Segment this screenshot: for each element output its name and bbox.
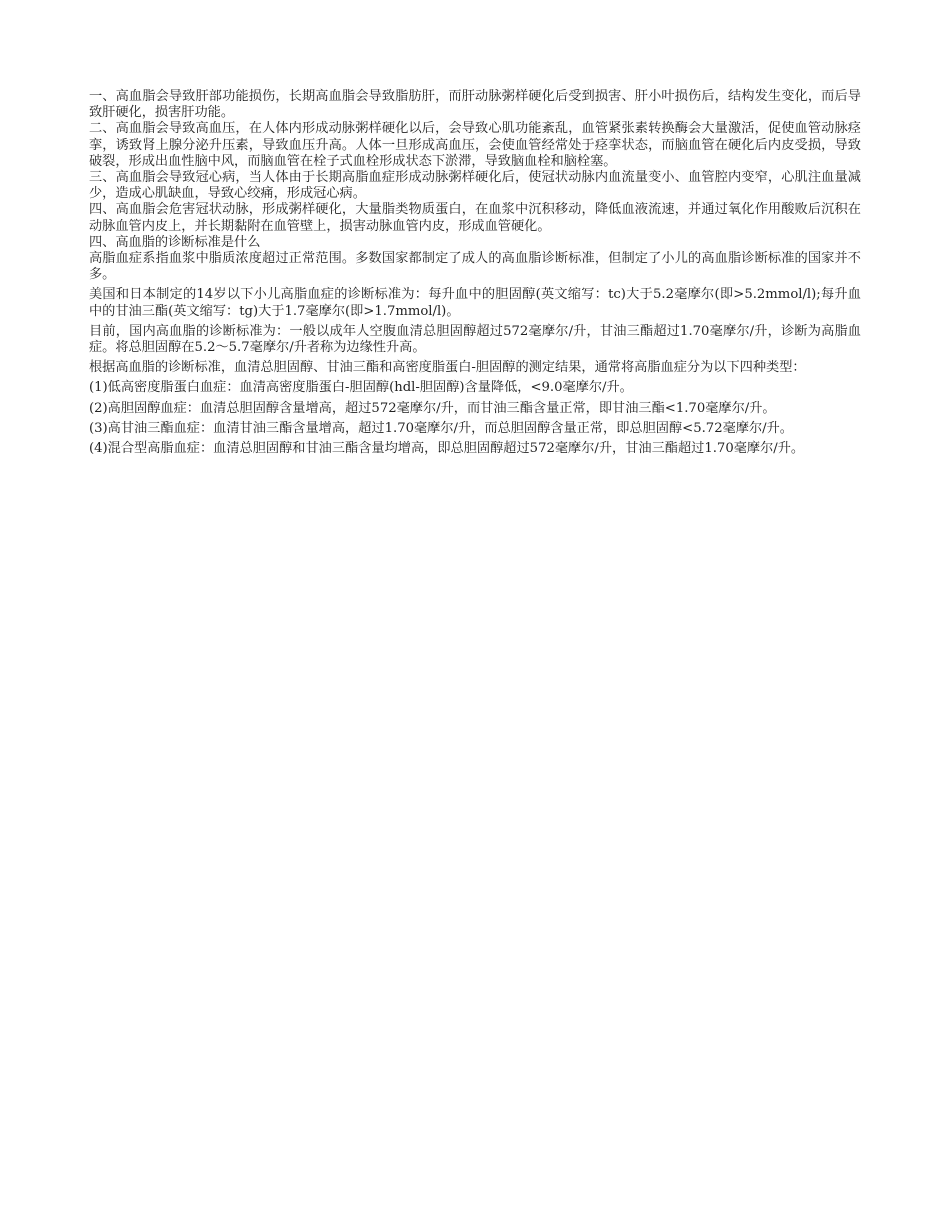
section-heading-diagnosis: 四、高血脂的诊断标准是什么 [89,234,261,250]
list-item-type-1: (1)低高密度脂蛋白血症：血清高密度脂蛋白-胆固醇(hdl-胆固醇)含量降低，<9.0毫摩尔/升。 [89,380,633,396]
paragraph-classification-intro: 根据高血脂的诊断标准，血清总胆固醇、甘油三酯和高密度脂蛋白-胆固醇的测定结果，通常将高脂血症分为以下四种类型： [89,360,806,376]
list-item-type-2: (2)高胆固醇血症：血清总胆固醇含量增高，超过572毫摩尔/升，而甘油三酯含量正常，即甘油三酯<1.70毫摩尔/升。 [89,400,776,416]
paragraph-hypertension: 二、高血脂会导致高血压，在人体内形成动脉粥样硬化以后，会导致心肌功能紊乱，血管紧张素转换酶会大量激活，促使血管动脉痉挛，诱致肾上腺分泌升压素，导致血压升高。人体一旦形成高血压，会使血管经常处于痉挛状态，而脑血管在硬化后内皮受损，导致破裂，形成出血性脑中风，而脑血管在栓子式血栓形成状态下淤滞，导致脑血栓和脑栓塞。 [89,121,861,169]
paragraph-definition: 高脂血症系指血浆中脂质浓度超过正常范围。多数国家都制定了成人的高血脂诊断标准，但制定了小儿的高血脂诊断标准的国家并不多。 [89,251,861,283]
paragraph-coronary-heart-disease: 三、高血脂会导致冠心病，当人体由于长期高脂血症形成动脉粥样硬化后，使冠状动脉内血流量变小、血管腔内变窄，心肌注血量减少，造成心肌缺血，导致心绞痛，形成冠心病。 [89,170,861,202]
list-item-type-3: (3)高甘油三酯血症：血清甘油三酯含量增高，超过1.70毫摩尔/升，而总胆固醇含量正常，即总胆固醇<5.72毫摩尔/升。 [89,420,793,436]
document-body [89,89,861,457]
paragraph-domestic-standard: 目前，国内高血脂的诊断标准为：一般以成年人空腹血清总胆固醇超过572毫摩尔/升，甘油三酯超过1.70毫摩尔/升，诊断为高脂血症。将总胆固醇在5.2～5.7毫摩尔/升者称为边缘性升高。 [89,323,861,356]
paragraph-liver-damage: 一、高血脂会导致肝部功能损伤，长期高血脂会导致脂肪肝，而肝动脉粥样硬化后受到损害、肝小叶损伤后，结构发生变化，而后导致肝硬化，损害肝功能。 [89,89,861,121]
paragraph-us-japan-standard: 美国和日本制定的14岁以下小儿高脂血症的诊断标准为：每升血中的胆固醇(英文缩写：tc)大于5.2毫摩尔(即>5.2mmol/l);每升血中的甘油三酯(英文缩写：tg)大于1.7毫摩尔(即>1.7mmol/l)。 [89,287,861,319]
list-item-type-4: (4)混合型高脂血症：血清总胆固醇和甘油三酯含量均增高，即总胆固醇超过572毫摩尔/升，甘油三酯超过1.70毫摩尔/升。 [89,441,805,457]
paragraph-coronary-artery: 四、高血脂会危害冠状动脉，形成粥样硬化，大量脂类物质蛋白，在血浆中沉积移动，降低血液流速，并通过氧化作用酸败后沉积在动脉血管内皮上，并长期黏附在血管壁上，损害动脉血管内皮，形成血管硬化。 [89,202,861,234]
